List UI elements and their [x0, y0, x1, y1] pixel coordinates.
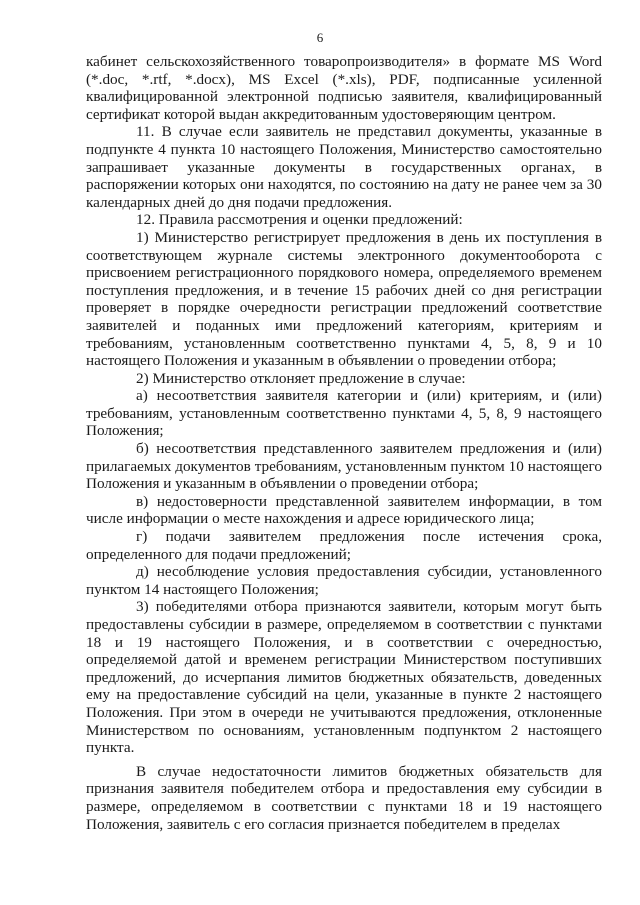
- paragraph-subitem-1: 1) Министерство регистрирует предложения в день их поступления в соответствующем журнале системы электронного документооборота с присвоением регистрационного порядкового номера, определяемого временем поступления предложения, и в течение 15 рабочих дней со дня регистрации проверяет в порядке очередности регистрации предложений соответствие заявителей и поданных ими предложений категориям, критериям и требованиям, установленным соответственно пунктами 4, 5, 8, 9 и 10 настоящего Положения и указанным в объявлении о проведении отбора;: [86, 228, 602, 370]
- paragraph-subitem-g: г) подачи заявителем предложения после истечения срока, определенного для подачи предложений;: [86, 528, 602, 563]
- paragraph-subitem-2: 2) Министерство отклоняет предложение в случае:: [136, 369, 466, 387]
- document-body: [86, 53, 602, 833]
- page-number: 6: [316, 30, 324, 45]
- paragraph-item-11: 11. В случае если заявитель не представил документы, указанные в подпункте 4 пункта 10 настоящего Положения, Министерство самостоятельно запрашивает указанные документы в государственных органах, в распоряжении которых они находятся, по состоянию на дату не ранее чем за 30 календарных дней до дня подачи предложения.: [86, 123, 602, 211]
- paragraph-insufficient-limits: В случае недостаточности лимитов бюджетных обязательств для признания заявителя победителем отбора и предоставления ему субсидии в размере, определяемом в соответствии с пунктами 18 и 19 настоящего Положения, заявитель с его согласия признается победителем в пределах: [86, 762, 602, 833]
- paragraph-item-12: 12. Правила рассмотрения и оценки предложений:: [136, 211, 463, 229]
- paragraph-subitem-a: а) несоответствия заявителя категории и (или) критериям, и (или) требованиям, установленным соответственно пунктами 4, 5, 8, 9 настоящего Положения;: [86, 387, 602, 440]
- paragraph-continuation: кабинет сельскохозяйственного товаропроизводителя» в формате MS Word (*.doc, *.rtf, *.docx), MS Excel (*.xls), PDF, подписанные усиленной квалифицированной электронной подписью заявителя, квалифицированный сертификат которой выдан аккредитованным удостоверяющим центром.: [86, 53, 602, 123]
- paragraph-subitem-d: д) несоблюдение условия предоставления субсидии, установленного пунктом 14 настоящего Положения;: [86, 563, 602, 598]
- paragraph-subitem-b: б) несоответствия представленного заявителем предложения и (или) прилагаемых документов требованиям, установленным пунктом 10 настоящего Положения и указанным в объявлении о проведении отбора;: [86, 440, 602, 493]
- paragraph-subitem-3: 3) победителями отбора признаются заявители, которым могут быть предоставлены субсидии в размере, определяемом в соответствии с пунктами 18 и 19 настоящего Положения, и в соответствии с очередностью, определяемой датой и временем регистрации Министерством поступивших предложений, до исчерпания лимитов бюджетных обязательств, доведенных ему на предоставление субсидий на цели, указанные в пункте 2 настоящего Положения. При этом в очереди не учитываются предложения, отклоненные Министерством по основаниям, установленным подпунктом 2 настоящего пункта.: [86, 598, 602, 757]
- paragraph-subitem-v: в) недостоверности представленной заявителем информации, в том числе информации о месте нахождения и адресе юридического лица;: [86, 492, 602, 528]
